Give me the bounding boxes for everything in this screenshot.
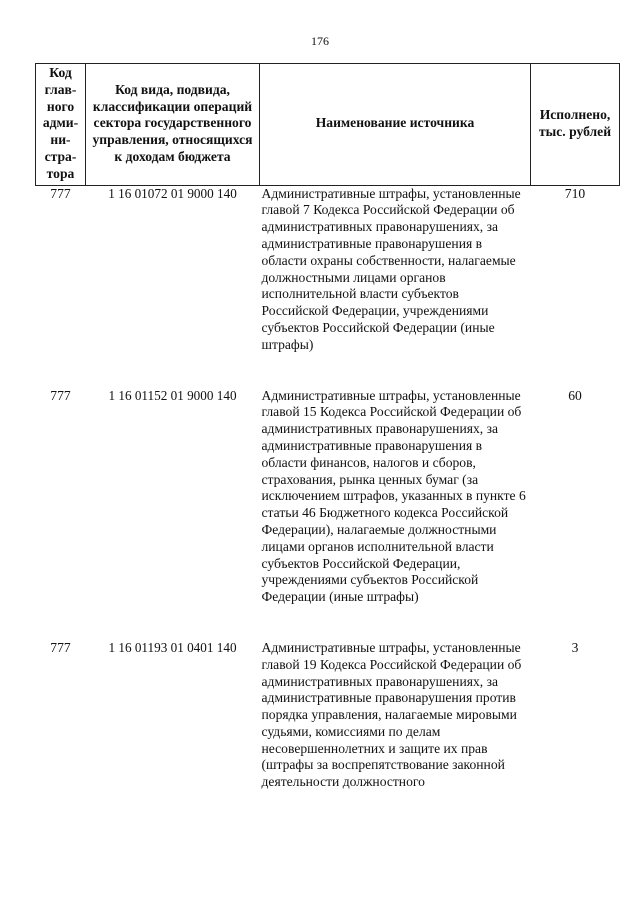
budget-revenue-table bbox=[35, 63, 620, 791]
header-admin-code: Код глав-ного адми-ни-стра-тора bbox=[36, 64, 86, 186]
table-row bbox=[36, 640, 620, 791]
cell-admin-code: 777 bbox=[50, 387, 71, 403]
table-header-row bbox=[36, 64, 620, 186]
cell-classification-code: 1 16 01193 01 0401 140 bbox=[108, 639, 237, 655]
cell-executed: 3 bbox=[571, 639, 579, 655]
header-source-name: Наименование источника bbox=[260, 64, 531, 186]
cell-executed: 710 bbox=[564, 185, 586, 201]
cell-admin-code: 777 bbox=[50, 185, 71, 201]
cell-source-name: Административные штрафы, установленные главой 15 Кодекса Российской Федерации об административных правонарушениях, за административные правонарушения в области финансов, налогов и сборов, страхования, рынка ценных бумаг (за исключением штрафов, указанных в пункте 6 статьи 46 Бюджетного кодекса Российской Федерации), налагаемые должностными лицами органов исполнительной власти субъектов Российской Федерации, учреждениями субъектов Российской Федерации (иные штрафы) bbox=[261, 387, 526, 605]
table-row bbox=[36, 185, 620, 387]
cell-classification-code: 1 16 01152 01 9000 140 bbox=[108, 387, 237, 403]
table-row bbox=[36, 388, 620, 640]
cell-executed: 60 bbox=[568, 387, 582, 403]
page-number: 176 bbox=[311, 34, 329, 48]
header-executed: Исполнено, тыс. рублей bbox=[531, 64, 620, 186]
cell-source-name: Административные штрафы, установленные главой 7 Кодекса Российской Федерации об административных правонарушениях, за административные правонарушения в области охраны собственности, налагаемые должностными лицами органов исполнительной власти субъектов Российской Федерации, учреждениями субъектов Российской Федерации (иные штрафы) bbox=[261, 185, 521, 352]
cell-source-name: Административные штрафы, установленные главой 19 Кодекса Российской Федерации об административных правонарушениях, за административные правонарушения против порядка управления, налагаемые мировыми судьями, комиссиями по делам несовершеннолетних и защите их прав (штрафы за воспрепятствование законной деятельности должностного bbox=[261, 639, 522, 790]
cell-admin-code: 777 bbox=[50, 639, 71, 655]
header-classification-code: Код вида, подвида, классификации операций сектора государственного управления, относящихся к доходам бюджета bbox=[86, 64, 260, 186]
cell-classification-code: 1 16 01072 01 9000 140 bbox=[108, 185, 237, 201]
